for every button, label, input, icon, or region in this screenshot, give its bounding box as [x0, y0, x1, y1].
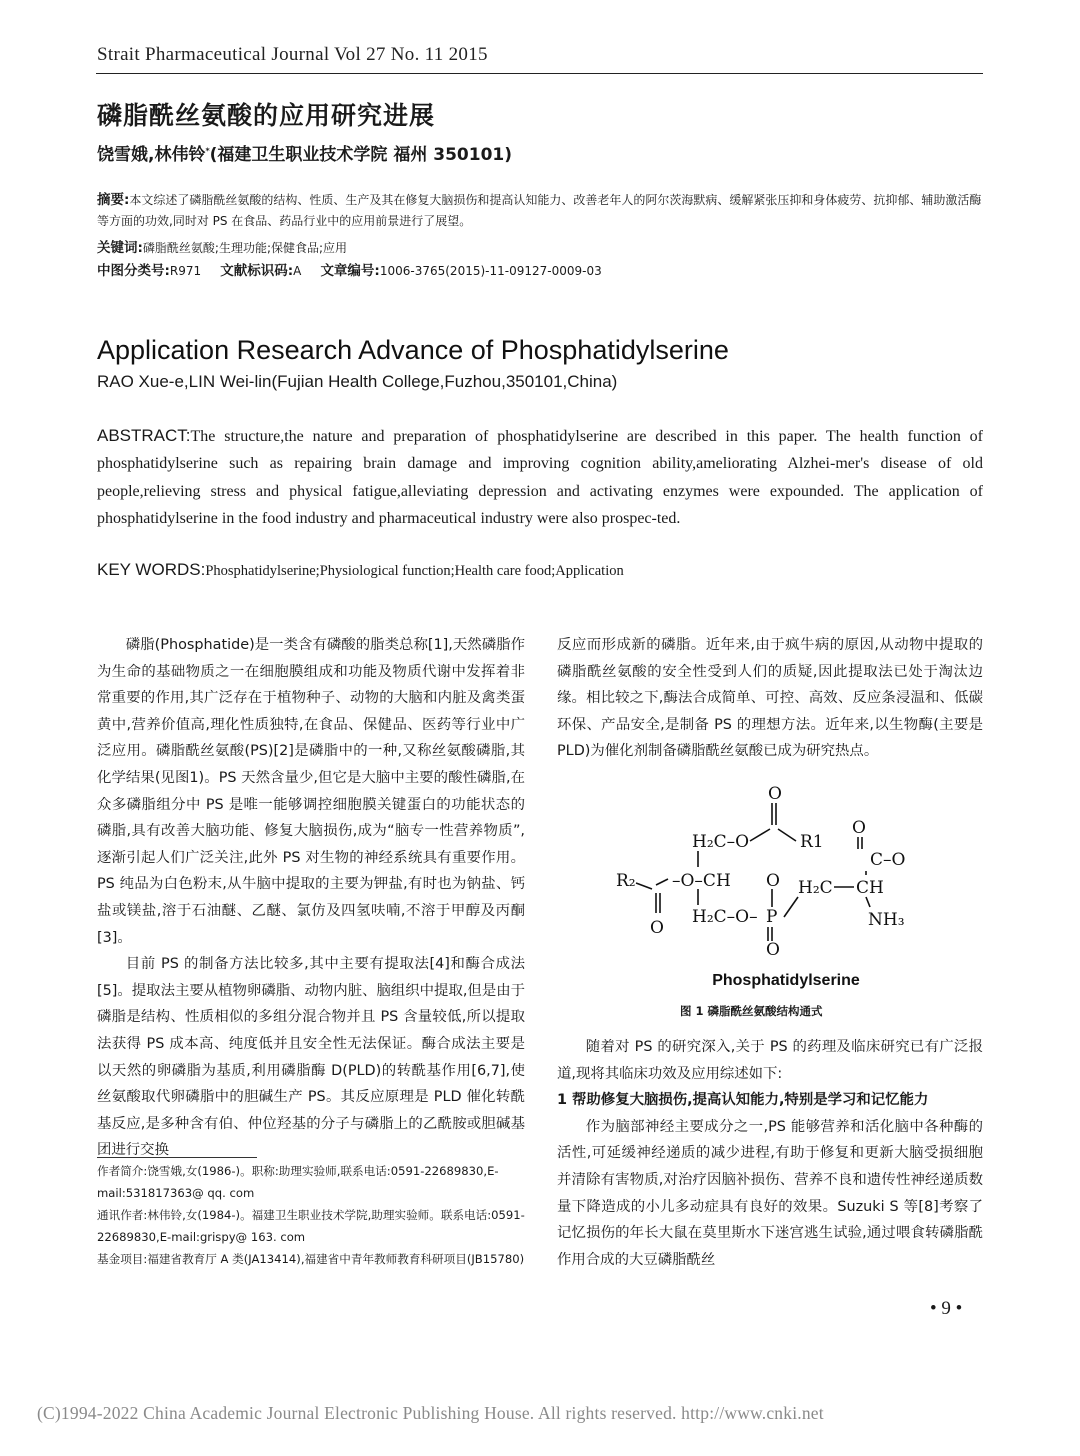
- struct-o-left: O: [650, 918, 664, 938]
- english-abstract: [97, 422, 983, 532]
- footnotes: [97, 1160, 527, 1270]
- struct-o-top: O: [768, 785, 782, 804]
- body-paragraph: 磷脂(Phosphatide)是一类含有磷酸的脂类总称[1],天然磷脂作为生命的基础物质之一在细胞膜组成和功能及物质代谢中发挥着非常重要的作用,其广泛存在于植物种子、动物的大脑和内脏及禽类蛋黄中,营养价值高,理化性质独特,在食品、保健品、医药等行业中广泛应用。磷脂酰丝氨酸(PS)[2]是磷脂中的一种,又称丝氨酸磷脂,其化学结果(见图1)。PS 天然含量少,但它是大脑中主要的酸性磷脂,在众多磷脂组分中 PS 是唯一能够调控细胞膜关键蛋白的功能状态的磷脂,具有改善大脑功能、修复大脑损伤,成为“脑专一性营养物质”,逐渐引起人们广泛关注,此外 PS 对生物的神经系统具有重要作用。PS 纯品为白色粉末,从牛脑中提取的主要为钾盐,有时也为钠盐、钙盐或镁盐,溶于石油醚、乙醚、氯仿及四氢呋喃,不溶于甲醇及丙酮[3]。: [97, 637, 525, 946]
- body-paragraph: 目前 PS 的制备方法比较多,其中主要有提取法[4]和酶合成法[5]。提取法主要从植物卵磷脂、动物内脏、脑组织中提取,但是由于磷脂是结构、性质相似的多组分混合物并且 PS 含量较低,所以提取法获得 PS 成本高、纯度低并且安全性无法保证。酶合成法主要是以天然的卵磷脂为基质,利用磷脂酶 D(PLD)的转酰基作用[6,7],使丝氨酸取代卵磷脂中的胆碱生产 PS。其反应原理是 PLD 催化转酰基反应,是多种含有伯、仲位羟基的分子与磷脂上的乙酰胺或胆碱基团进行交换: [97, 956, 525, 1159]
- english-keywords-text: Phosphatidylserine;Physiological function;Health care food;Application: [205, 563, 624, 579]
- abstract-label: 摘要:: [97, 192, 130, 208]
- struct-h2c-bottom: H₂C–O–: [692, 907, 758, 927]
- struct-p: P: [766, 907, 778, 927]
- english-keywords-label: KEY WORDS:: [97, 560, 206, 579]
- funding-info: 基金项目:福建省教育厅 A 类(JA13414),福建省中青年教师教育科研项目(JB15780): [97, 1252, 525, 1266]
- keywords-label: 关键词:: [97, 240, 143, 256]
- body-paragraph: 反应而形成新的磷脂。近年来,由于疯牛病的原因,从动物中提取的磷脂酰丝氨酸的安全性受到人们的质疑,因此提取法已处于淘汰边缘。相比较之下,酶法合成简单、可控、高效、反应条浸温和、低碳环保、产品安全,是制备 PS 的理想方法。近年来,以生物酶(主要是 PLD)为催化剂制备磷脂酰丝氨酸已成为研究热点。: [557, 637, 983, 760]
- struct-h2c-right: H₂C: [798, 878, 833, 898]
- corresponding-author: 通讯作者:林伟铃,女(1984-)。福建卫生职业技术学院,助理实验师。联系电话:0591-22689830,E-mail:grispy@ 163. com: [97, 1208, 525, 1244]
- struct-r2: R₂: [616, 871, 636, 891]
- clc-label: 中图分类号:: [97, 263, 170, 279]
- page-number: • 9 •: [930, 1298, 963, 1319]
- struct-o-minus: O: [766, 871, 780, 891]
- author-info: 作者简介:饶雪娥,女(1986-)。职称:助理实验师,联系电话:0591-22689830,E-mail:531817363@ qq. com: [97, 1164, 499, 1200]
- right-column-top: [557, 632, 983, 765]
- struct-nh3: NH₃: [868, 910, 905, 930]
- section-heading: 1 帮助修复大脑损伤,提高认知能力,特别是学习和记忆能力: [557, 1092, 929, 1109]
- struct-ch-right: CH: [856, 878, 884, 898]
- classification-line: [97, 261, 983, 282]
- struct-r1: R1: [800, 832, 824, 852]
- body-paragraph: 随着对 PS 的研究深入,关于 PS 的药理及临床研究已有广泛报道,现将其临床功效及应用综述如下:: [557, 1039, 983, 1082]
- article-no-value: 1006-3765(2015)-11-09127-0009-03: [379, 264, 602, 278]
- keywords-text: 磷脂酰丝氨酸;生理功能;保健食品;应用: [142, 241, 348, 255]
- struct-ch: –O–CH: [672, 871, 731, 891]
- left-column: [97, 632, 525, 1164]
- phosphatidylserine-structure-figure: [600, 785, 980, 993]
- doc-code-value: A: [293, 264, 302, 278]
- chinese-keywords: [97, 238, 983, 259]
- figure-caption: 图 1 磷脂酰丝氨酸结构通式: [680, 1004, 823, 1018]
- footnote-rule: [97, 1157, 257, 1158]
- article-no-label: 文章编号:: [320, 263, 380, 279]
- english-abstract-label: ABSTRACT:: [97, 426, 191, 445]
- compound-label: Phosphatidylserine: [712, 972, 860, 989]
- right-column-bottom: [557, 1034, 983, 1273]
- affiliation: (福建卫生职业技术学院 福州 350101): [209, 145, 513, 165]
- chinese-abstract: [97, 190, 983, 232]
- struct-o-bottom: O: [766, 940, 780, 960]
- struct-h2c-top: H₂C–O: [692, 832, 750, 852]
- header-rule: [96, 73, 983, 74]
- struct-c-o-minus: C–O: [870, 850, 906, 870]
- corresponding-mark: *: [205, 146, 210, 156]
- english-authors: RAO Xue-e,LIN Wei-lin(Fujian Health College,Fuzhou,350101,China): [97, 372, 618, 391]
- body-paragraph: 作为脑部神经主要成分之一,PS 能够营养和活化脑中各种酶的活性,可延缓神经递质的减少进程,有助于修复和更新大脑受损细胞并清除有害物质,对治疗因脑补损伤、营养不良和遗传性神经递质数量下降造成的小儿多动症具有良好的效果。Suzuki S 等[8]考察了记忆损伤的年长大鼠在莫里斯水下迷宫逃生试验,通过喂食转磷脂酰作用合成的大豆磷脂酰丝: [557, 1118, 983, 1268]
- journal-header: Strait Pharmaceutical Journal Vol 27 No. 11 2015: [97, 44, 488, 65]
- english-keywords: [97, 560, 624, 580]
- chinese-title: 磷脂酰丝氨酸的应用研究进展: [97, 101, 436, 130]
- english-abstract-text: The structure,the nature and preparation of phosphatidylserine are described in this paper. The health function of phosphatidylserine such as repairing brain damage and improving cognition ability,ameliorating Alzhei-mer's disease of old people,relieving stress and physical fatigue,alleviating depression and activating enzymes were expounded. The application of phosphatidylserine in the food industry and pharmaceutical industry were also prospec-ted.: [97, 428, 983, 527]
- copyright-notice: (C)1994-2022 China Academic Journal Electronic Publishing House. All rights reserved. http://www.cnki.net: [37, 1403, 824, 1423]
- abstract-text: 本文综述了磷脂酰丝氨酸的结构、性质、生产及其在修复大脑损伤和提高认知能力、改善老年人的阿尔茨海默病、缓解紧张压抑和身体疲劳、抗抑郁、辅助激活酶等方面的功效,同时对 PS 在食品、药品行业中的应用前景进行了展望。: [97, 193, 982, 228]
- doc-code-label: 文献标识码:: [220, 263, 294, 279]
- author-names: 饶雪娥,林伟铃: [97, 145, 206, 165]
- english-title: Application Research Advance of Phosphatidylserine: [97, 335, 729, 365]
- struct-o-carboxyl: O: [852, 818, 866, 838]
- clc-value: R971: [169, 264, 202, 278]
- chinese-authors: [97, 140, 512, 165]
